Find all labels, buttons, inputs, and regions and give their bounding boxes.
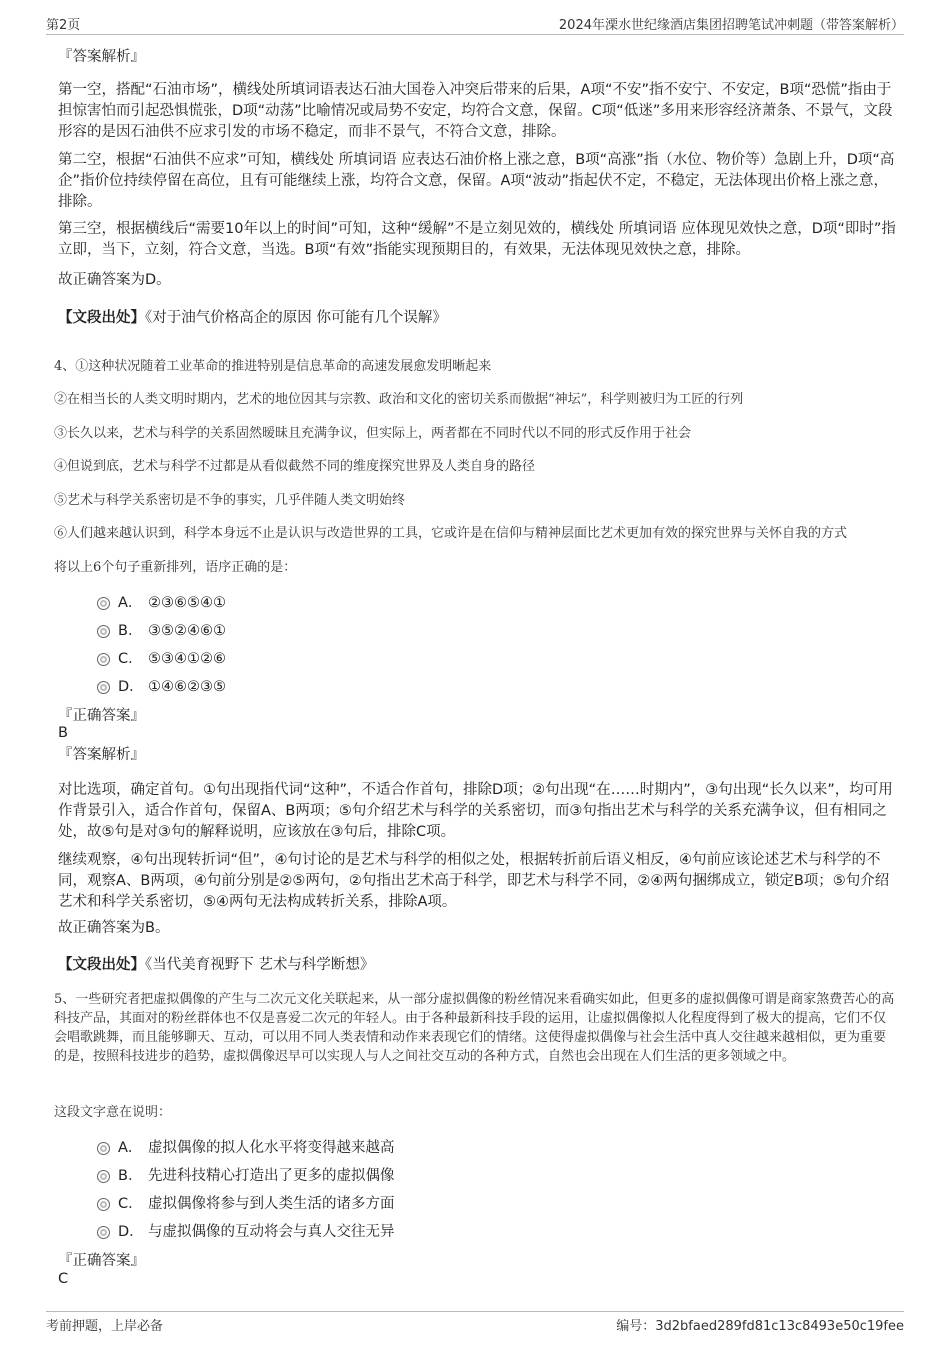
document-title: 2024年溧水世纪缘酒店集团招聘笔试冲刺题（带答案解析） <box>558 18 904 33</box>
q5-option-b[interactable]: B． 先进科技精心打造出了更多的虚拟偶像 <box>97 1165 395 1187</box>
footer-code-label: 编号： <box>616 1319 656 1334</box>
q4-answer: B <box>58 725 68 741</box>
q4-option-d[interactable]: D． ①④⑥②③⑤ <box>97 676 226 698</box>
radio-icon[interactable] <box>97 653 110 666</box>
q4-sentence-1: 4、①这种状况随着工业革命的推进特别是信息革命的高速发展愈发明晰起来 <box>54 359 492 374</box>
q4-option-a[interactable]: A． ②③⑥⑤④① <box>97 592 226 614</box>
source-line <box>58 306 447 327</box>
q4-answer-label: 『正确答案』 <box>58 708 145 724</box>
q4-analysis-paragraph-1: 对比选项，确定首句。①句出现指代词“这种”，不适合作首句，排除D项；②句出现“在……时期内”，③句出现“长久以来”，均可用作背景引入，适合作首句，保留A、B两项；⑤句介绍艺术与科学的关系密切，而③句指出艺术与科学的关系充满争议，但有相同之处，故⑤句是对③句的解释说明，应该放在③句后，排除C项。 <box>58 782 893 840</box>
q5-answer-label: 『正确答案』 <box>58 1253 145 1269</box>
q4-analysis-label: 『答案解析』 <box>58 747 145 763</box>
q5-option-d[interactable]: D． 与虚拟偶像的互动将会与真人交往无异 <box>97 1221 395 1243</box>
radio-icon[interactable] <box>97 1142 110 1155</box>
q4-option-c[interactable]: C． ⑤③④①②⑥ <box>97 648 226 670</box>
q4-sentence-5: ⑤艺术与科学关系密切是不争的事实，几乎伴随人类文明始终 <box>54 493 406 508</box>
q4-analysis-paragraph-2: 继续观察，④句出现转折词“但”，④句讨论的是艺术与科学的相似之处，根据转折前后语义相反，④句前应该论述艺术与科学的不同，观察A、B两项，④句前分别是②⑤两句，②句指出艺术高于科学，即艺术与科学不同，②④两句捆绑成立，锁定B项；⑤句介绍艺术和科学关系密切，⑤④两句无法构成转折关系，排除A项。 <box>58 852 890 910</box>
q4-source-line <box>58 953 374 974</box>
q4-sentence-6: ⑥人们越来越认识到，科学本身远不止是认识与改造世界的工具，它或许是在信仰与精神层面比艺术更加有效的探究世界与关怀自我的方式 <box>54 526 848 541</box>
q5-option-a[interactable]: A． 虚拟偶像的拟人化水平将变得越来越高 <box>97 1137 395 1159</box>
analysis-paragraph-1: 第一空，搭配“石油市场”，横线处所填词语表达石油大国卷入冲突后带来的后果，A项“不安”指不安宁、不安定，B项“恐慌”指由于担惊害怕而引起恐惧慌张，D项“动荡”比喻情况或局势不安定，均符合文意，保留。C项“低迷”多用来形容经济萧条、不景气，文段形容的是因石油供不应求引发的市场不稳定，而非不景气，不符合文意，排除。 <box>58 82 893 140</box>
q4-option-b[interactable]: B． ③⑤②④⑥① <box>97 620 226 642</box>
analysis-paragraph-2: 第二空，根据“石油供不应求”可知，横线处 所填词语 应表达石油价格上涨之意，B项“高涨”指（水位、物价等）急剧上升，D项“高企”指价位持续停留在高位，且有可能继续上涨，均符合文意，保留。A项“波动”指起伏不定，不稳定，无法体现出价格上涨之意，排除。 <box>58 152 895 210</box>
footer-code-value: 3d2bfaed289fd81c13c8493e50c19fee <box>655 1319 904 1334</box>
radio-icon[interactable] <box>97 1198 110 1211</box>
radio-icon[interactable] <box>97 1170 110 1183</box>
q4-sentence-2: ②在相当长的人类文明时期内，艺术的地位因其与宗教、政治和文化的密切关系而傲据“神坛”，科学则被归为工匠的行列 <box>54 392 744 407</box>
page-number: 第2页 <box>46 18 81 33</box>
radio-icon[interactable] <box>97 597 110 610</box>
q5-answer: C <box>58 1271 69 1287</box>
source-title: 《对于油气价格高企的原因 你可能有几个误解》 <box>145 310 447 326</box>
radio-icon[interactable] <box>97 1226 110 1239</box>
radio-icon[interactable] <box>97 625 110 638</box>
footer-code <box>616 1315 904 1334</box>
q4-sentence-4: ④但说到底，艺术与科学不过都是从看似截然不同的维度探究世界及人类自身的路径 <box>54 459 536 474</box>
q4-conclusion: 故正确答案为B。 <box>58 920 170 936</box>
source-label: 【文段出处】 <box>58 310 145 326</box>
conclusion: 故正确答案为D。 <box>58 272 171 288</box>
footer-slogan: 考前押题，上岸必备 <box>46 1319 164 1334</box>
analysis-label: 『答案解析』 <box>58 49 145 65</box>
page-footer <box>46 1311 904 1334</box>
analysis-paragraph-3: 第三空，根据横线后“需要10年以上的时间”可知，这种“缓解”不是立刻见效的，横线处 所填词语 应体现见效快之意，D项“即时”指立即，当下，立刻，符合文意，当选。B项“有效”指能实现预期目的，有效果，无法体现见效快之意，排除。 <box>58 221 896 258</box>
source-title: 《当代美育视野下 艺术与科学断想》 <box>145 957 375 973</box>
q4-prompt: 将以上6个句子重新排列，语序正确的是： <box>54 560 297 575</box>
radio-icon[interactable] <box>97 681 110 694</box>
q4-sentence-3: ③长久以来，艺术与科学的关系固然暧昧且充满争议，但实际上，两者都在不同时代以不同的形式反作用于社会 <box>54 426 692 441</box>
q5-option-c[interactable]: C． 虚拟偶像将参与到人类生活的诸多方面 <box>97 1193 395 1215</box>
q5-prompt: 这段文字意在说明： <box>54 1105 172 1120</box>
q5-stem: 5、一些研究者把虚拟偶像的产生与二次元文化关联起来，从一部分虚拟偶像的粉丝情况来看确实如此，但更多的虚拟偶像可谓是商家煞费苦心的高科技产品，其面对的粉丝群体也不仅是喜爱二次元的年轻人。由于各种最新科技手段的运用，让虚拟偶像拟人化程度得到了极大的提高，它们不仅会唱歌跳舞，而且能够聊天、互动，可以用不同人类表情和动作来表现它们的情绪。这使得虚拟偶像与社会生活中真人交往越来越相似，更为重要的是，按照科技进步的趋势，虚拟偶像迟早可以实现人与人之间社交互动的各种方式，自然也会出现在人们生活的更多领域之中。 <box>54 992 895 1064</box>
page-header <box>46 14 904 35</box>
source-label: 【文段出处】 <box>58 957 145 973</box>
